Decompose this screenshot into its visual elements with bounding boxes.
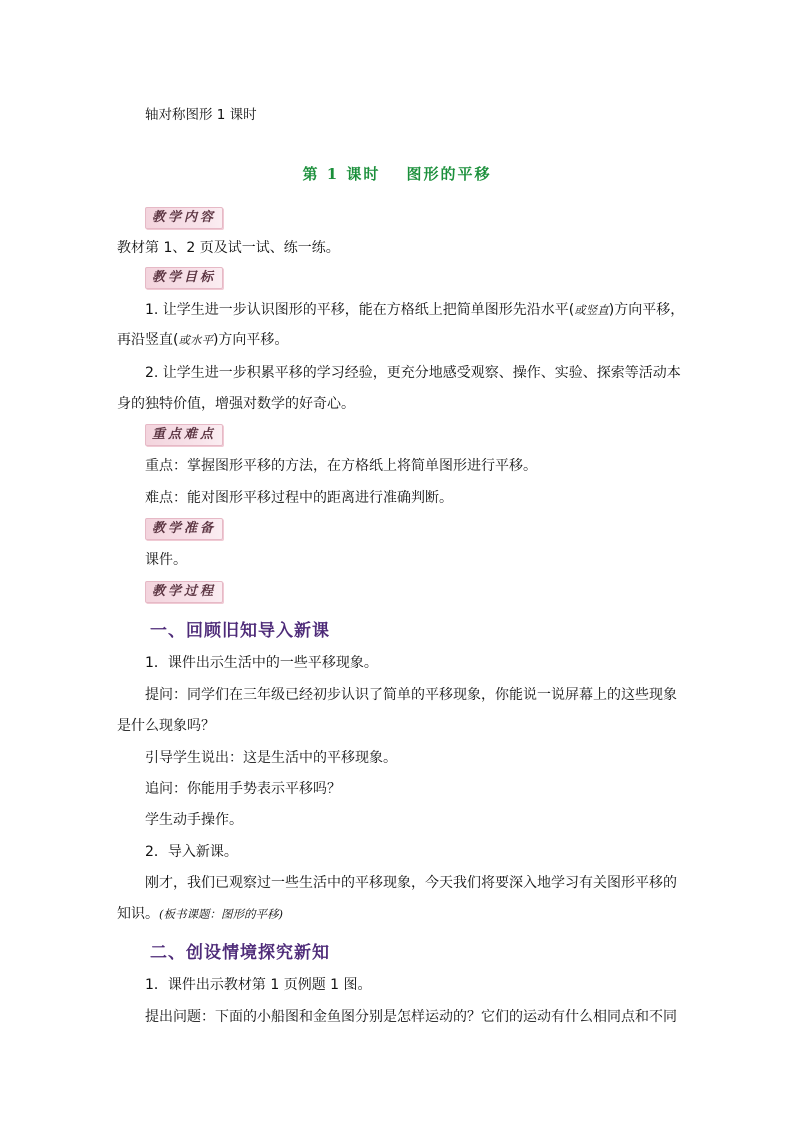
badge-key-points: 重点难点 (145, 424, 223, 446)
content-text: 教材第 1、2 页及试一试、练一练。 (117, 240, 340, 256)
goal-1-text-c: 再沿竖直( (117, 332, 179, 348)
badge-preparation: 教学准备 (145, 518, 223, 540)
header-line: 轴对称图形 1 课时 (145, 107, 257, 123)
s2-question: 提出问题：下面的小船图和金鱼图分别是怎样运动的？它们的运动有什么相同点和不同 (145, 1009, 677, 1025)
s1-item-2: 2．导入新课。 (145, 844, 238, 860)
section-1-heading: 一、回顾旧知导入新课 (150, 621, 330, 641)
difficult-point-text: 难点：能对图形平移过程中的距离进行准确判断。 (145, 490, 453, 506)
key-point-text: 重点：掌握图形平移的方法，在方格纸上将简单图形进行平移。 (145, 458, 537, 474)
goal-1-line-1 (145, 295, 705, 325)
lesson-number: 第 1 课时 (302, 165, 381, 183)
goal-1-line-2 (117, 325, 677, 355)
goal-2-line-2: 身的独特价值，增强对数学的好奇心。 (117, 396, 355, 412)
goal-2-line-1: 2. 让学生进一步积累平移的学习经验，更充分地感受观察、操作、实验、探索等活动本 (145, 365, 681, 381)
s1-operate: 学生动手操作。 (145, 812, 243, 828)
s1-intro-line-2 (117, 899, 677, 929)
badge-teaching-content: 教学内容 (145, 207, 223, 229)
s1-ask-line-1: 提问：同学们在三年级已经初步认识了简单的平移现象，你能说一说屏幕上的这些现象 (145, 687, 677, 703)
goal-1-text-b: )方向平移， (608, 302, 685, 318)
goal-1-note-a: 或竖直 (574, 303, 609, 317)
s1-intro-note: (板书课题：图形的平移) (159, 907, 283, 921)
lesson-title (0, 163, 794, 184)
s1-intro-text: 知识。 (117, 906, 159, 922)
s1-intro-line-1: 刚才，我们已观察过一些生活中的平移现象，今天我们将要深入地学习有关图形平移的 (145, 875, 677, 891)
badge-teaching-goals: 教学目标 (145, 267, 223, 289)
lesson-topic: 图形的平移 (406, 165, 492, 183)
badge-teaching-process: 教学过程 (145, 581, 223, 603)
goal-1-text-d: )方向平移。 (212, 332, 289, 348)
s1-followup: 追问：你能用手势表示平移吗？ (145, 781, 341, 797)
section-2-heading: 二、创设情境探究新知 (150, 943, 330, 963)
goal-1-text-a: 1. 让学生进一步认识图形的平移，能在方格纸上把简单图形先沿水平( (145, 302, 575, 318)
s2-item-1: 1．课件出示教材第 1 页例题 1 图。 (145, 977, 372, 993)
s1-item-1: 1．课件出示生活中的一些平移现象。 (145, 655, 378, 671)
s1-guide: 引导学生说出：这是生活中的平移现象。 (145, 750, 397, 766)
s1-ask-line-2: 是什么现象吗？ (117, 718, 215, 734)
preparation-text: 课件。 (145, 552, 187, 568)
goal-1-note-b: 或水平 (178, 333, 213, 347)
